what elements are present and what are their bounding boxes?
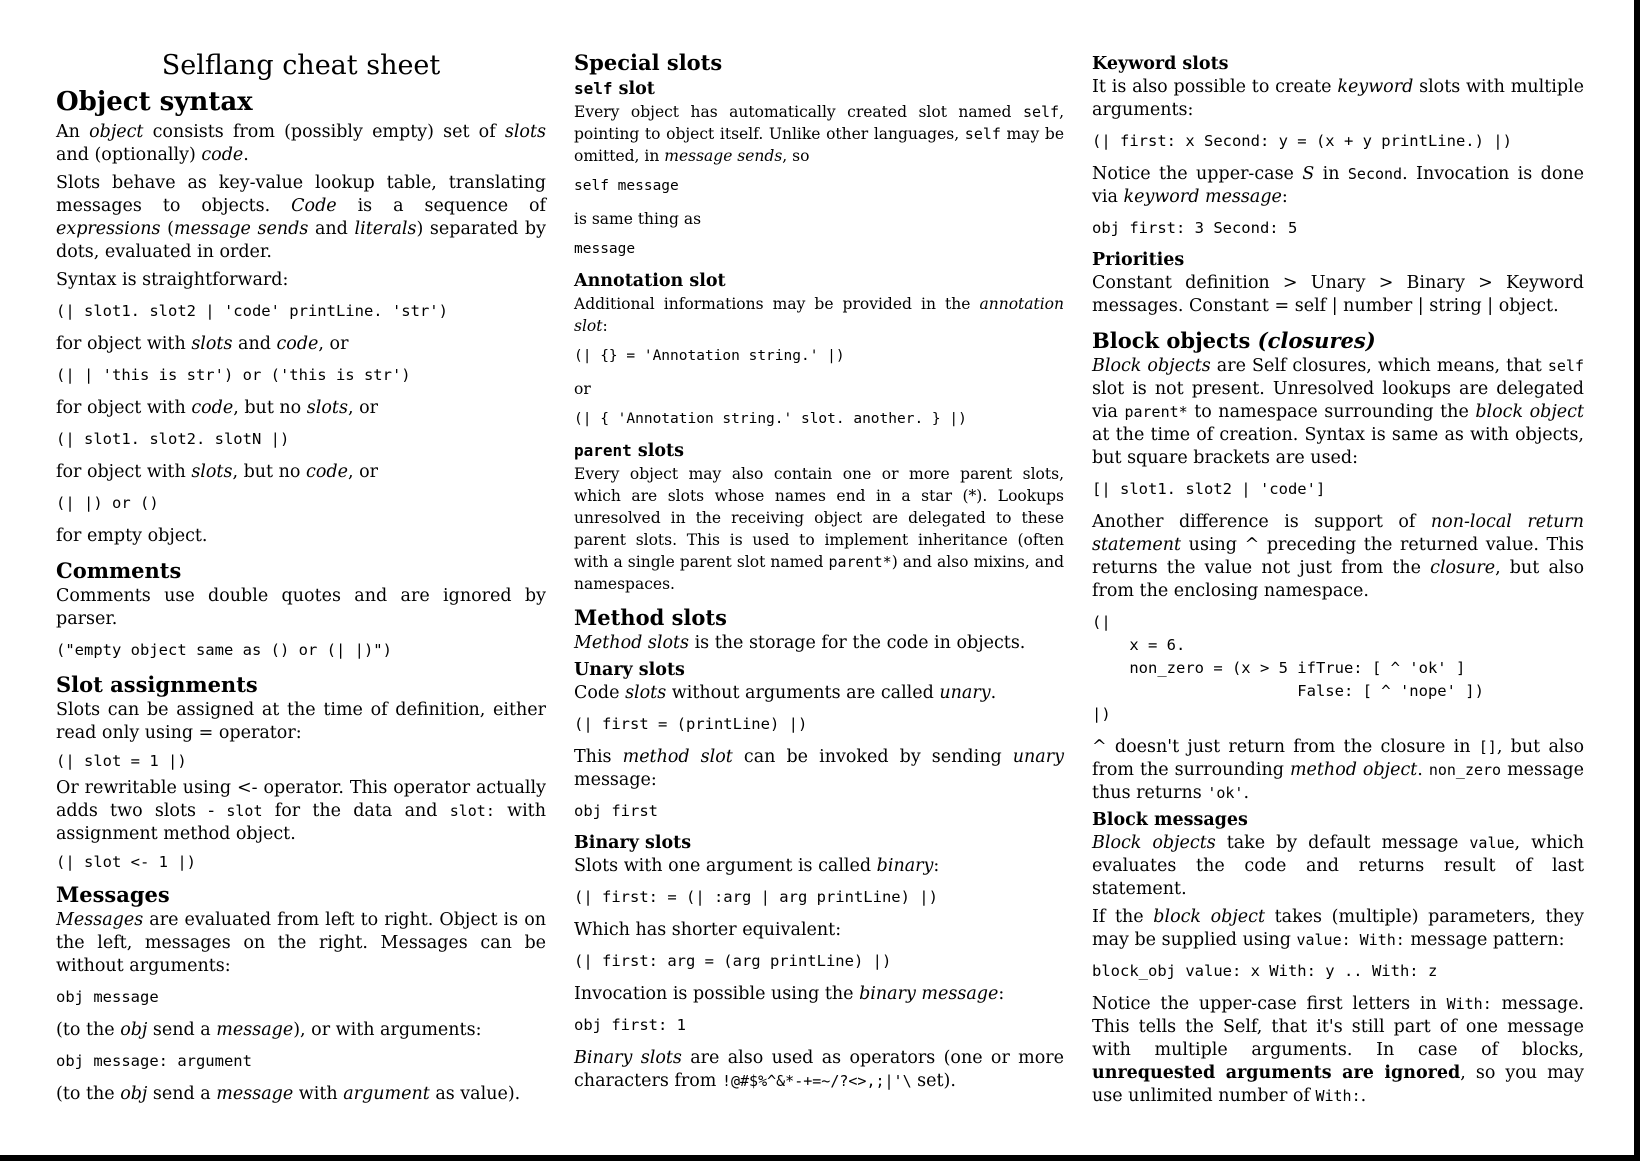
text: Slots with one argument is called [574,856,877,876]
text: take by default message [1215,833,1470,853]
text: slots [625,683,667,703]
code-example: (| slot1. slot2. slotN |) [56,430,290,448]
text: may be omitted, in [574,125,1064,165]
code-example: (| slot <- 1 |) [56,853,196,871]
text: Another difference is support of [1092,512,1431,532]
text: : [602,317,608,335]
text: using ^ preceding the returned value. This returns the value not just from the [1092,535,1584,578]
inline-code: value: With: [1296,931,1405,949]
code-example: obj message [56,988,159,1006]
text: : [998,984,1005,1004]
text: is the storage for the code in objects. [689,633,1026,653]
text: Notice the upper-case first letters in [1092,994,1447,1014]
inline-code: slot: [449,802,495,820]
text: message: [574,770,657,790]
block-messages-paragraph-2 [1092,906,1584,952]
self-slot-heading [574,79,1064,99]
binary-paragraph-4 [574,1047,1064,1093]
code-example: (| slot1. slot2 | 'code' printLine. 'str') [56,302,448,320]
text: It is also possible to create [1092,77,1338,97]
inline-code: non_zero [1428,761,1502,779]
inline-code: value [1469,834,1515,852]
text: can be invoked by sending [732,747,1013,767]
code-example: ("empty object same as () or (| |)") [56,641,392,659]
unary-paragraph-2 [574,746,1064,792]
text: Every object has automatically created slot named [574,103,1023,121]
code-example: (| x = 6. non_zero = (x > 5 ifTrue: [ ^ 'ok' ] False: [ ^ 'nope' ]) |) [1092,613,1484,723]
binary-paragraph-2: Which has shorter equivalent: [574,920,842,940]
text: message sends [664,147,783,165]
text: with assignment method object. [56,801,546,844]
page-title: Selflang cheat sheet [161,50,441,81]
inline-code: !@#$%^&*-+=~/?<>,;|'\ [721,1072,912,1090]
text: set). [911,1071,956,1091]
text: Invocation is possible using the [574,984,860,1004]
text: keyword message [1123,187,1282,207]
text: Block objects [1092,833,1216,853]
text: This [574,747,623,767]
text: Block objects [1092,356,1211,376]
code-example: [| slot1. slot2 | 'code'] [1092,480,1326,498]
code-example: (| { 'Annotation string.' slot. another. } |) [574,411,967,427]
text: closure [1430,558,1496,578]
annotation-slot-heading: Annotation slot [574,271,726,291]
code-example: (| slot = 1 |) [56,752,187,770]
or-text: or [574,380,591,398]
method-slots-paragraph [574,632,1064,655]
text: Additional informations may be provided in the [574,295,980,313]
text: ) and also mixins, and namespaces. [574,553,1064,593]
block-messages-paragraph-3 [1092,993,1584,1108]
text: method object [1289,760,1418,780]
inline-code: self [574,79,613,98]
text: Notice the upper-case [1092,164,1303,184]
text: If the [1092,907,1154,927]
comments-heading: Comments [56,558,182,583]
text: annotation slot [574,295,1064,335]
text: for the data and [262,801,450,821]
column-middle [574,46,1064,1098]
messages-paragraph-1: Messages are evaluated from left to right. Object is on the left, messages on the right. Messages can be without arguments: [56,910,546,976]
text: , which evaluates the code and returns result of last statement. [1092,833,1585,899]
same-thing-text: is same thing as [574,210,702,228]
text: without arguments are called [666,683,940,703]
text: slot [612,79,655,99]
text: unary [939,683,991,703]
text: (closures) [1257,328,1376,353]
text: are Self closures, which means, that [1210,356,1548,376]
text: slots [631,441,684,461]
text: Every object may also contain one or more parent slots, which are slots whose names end in a star (*). Lookups unresolved in the receiving object are delegated to these parent slots. This is used to implement inheritance (often with a single parent slot named [574,465,1064,571]
text: . [1243,783,1250,803]
object-syntax-paragraph-4: for object with slots and code, or [56,334,349,354]
priorities-heading: Priorities [1092,250,1185,270]
column-right [1092,46,1584,1113]
text: slots with multiple arguments: [1092,77,1584,120]
inline-code: With: [1446,995,1492,1013]
text: method slot [622,747,733,767]
binary-paragraph-3 [574,983,1064,1006]
inline-code: 'ok' [1207,784,1244,802]
self-slot-paragraph [574,101,1064,167]
text: slot is not present. Unresolved lookups are delegated via [1092,379,1584,422]
text: . Invocation is done via [1092,164,1584,207]
text: Code [574,683,626,703]
block-objects-heading [1092,328,1584,353]
messages-paragraph-3: (to the obj send a message with argument as value). [56,1084,521,1104]
code-example: self message [574,178,679,194]
code-example: (| {} = 'Annotation string.' |) [574,348,845,364]
text: in [1314,164,1348,184]
text: , so you may use unlimited number of [1092,1063,1584,1106]
inline-code: Second [1347,165,1403,183]
code-example: obj first: 1 [574,1016,686,1034]
code-example: (| first: arg = (arg printLine) |) [574,952,892,970]
block-messages-heading: Block messages [1092,810,1248,830]
object-syntax-paragraph-2: Slots behave as key-value lookup table, translating messages to objects. Code is a sequence of expressions (message sends and literals) separated by dots, evaluated in order. [56,173,547,262]
text: , but also from the enclosing namespace. [1092,558,1584,601]
bold-text: unrequested arguments are ignored [1092,1063,1461,1083]
inline-code: parent* [1124,403,1188,421]
annotation-paragraph [574,293,1064,337]
inline-code: parent [574,441,632,460]
text: . [990,683,997,703]
method-slots-heading: Method slots [574,605,727,630]
text: block object [1153,907,1265,927]
text: binary message [859,984,999,1004]
object-syntax-paragraph-7: for empty object. [56,526,208,546]
code-example: obj first [574,802,658,820]
code-example: (| |) or () [56,494,159,512]
code-example: (| first: = (| :arg | arg printLine) |) [574,888,938,906]
block-paragraph-1 [1092,355,1584,470]
text: to namespace surrounding the [1187,402,1476,422]
priorities-paragraph: Constant definition > Unary > Binary > Keyword messages. Constant = self | number | string | object. [1092,273,1584,316]
slot-assignments-heading: Slot assignments [56,672,258,697]
code-example: block_obj value: x With: y .. With: z [1092,962,1438,980]
code-example: (| first: x Second: y = (x + y printLine.) |) [1092,132,1512,150]
column-left [56,46,546,1111]
inline-code: parent* [828,553,892,571]
text: : [933,856,940,876]
messages-heading: Messages [56,882,170,907]
text: at the time of creation. Syntax is same as with objects, but square brackets are used: [1092,425,1584,468]
text: unary [1012,747,1064,767]
object-syntax-paragraph-6: for object with slots, but no code, or [56,462,378,482]
object-syntax-paragraph-5: for object with code, but no slots, or [56,398,378,418]
text: message. This tells the Self, that it's still part of one message with multiple arguments. In case of blocks, [1092,994,1584,1060]
unary-paragraph-1 [574,682,1064,705]
code-example: message [574,241,636,257]
keyword-slots-heading: Keyword slots [1092,54,1229,74]
unary-slots-heading: Unary slots [574,660,685,680]
inline-code: self [964,125,1001,143]
text: Binary slots [574,1048,682,1068]
text: message thus returns [1092,760,1584,803]
code-example: obj first: 3 Second: 5 [1092,219,1298,237]
keyword-paragraph-2 [1092,163,1584,209]
text: ^ doesn't just return from the closure in [1092,737,1479,757]
block-messages-paragraph-1 [1092,832,1584,901]
parent-slots-paragraph [574,463,1064,595]
slot-assignments-paragraph-1: Slots can be assigned at the time of definition, either read only using = operator: [56,700,546,743]
comments-paragraph: Comments use double quotes and are ignored by parser. [56,586,546,629]
special-slots-heading: Special slots [574,50,723,75]
object-syntax-paragraph-1: An object consists from (possibly empty) set of slots and (optionally) code. [56,122,546,165]
text: Block objects [1092,328,1251,353]
inline-code: slot [226,802,263,820]
code-example: (| first = (printLine) |) [574,715,808,733]
object-syntax-heading: Object syntax [56,87,253,117]
code-example: obj message: argument [56,1052,252,1070]
text: : [1281,187,1288,207]
text: keyword [1337,77,1414,97]
text: block object [1475,402,1584,422]
text: non-local return statement [1092,512,1585,555]
text: , pointing to object itself. Unlike other languages, [574,103,1064,143]
binary-paragraph-1 [574,855,1064,878]
object-syntax-paragraph-3: Syntax is straightforward: [56,270,289,290]
slot-assignments-paragraph-2 [56,777,546,846]
text: , so [782,147,810,165]
inline-code: [] [1478,738,1497,756]
text: . [1417,760,1429,780]
inline-code: With: [1315,1087,1361,1105]
messages-paragraph-2: (to the obj send a message), or with arguments: [56,1020,482,1040]
text: . [1360,1086,1367,1106]
inline-code: self [1547,357,1584,375]
text: S [1302,164,1315,184]
text: takes (multiple) parameters, they may be supplied using [1092,907,1584,950]
text: binary [876,856,934,876]
block-paragraph-3 [1092,736,1584,805]
block-paragraph-2 [1092,511,1584,603]
keyword-paragraph-1 [1092,76,1584,122]
text: Or rewritable using <- operator. This operator actually adds two slots - [56,778,546,821]
code-example: (| | 'this is str') or ('this is str') [56,366,411,384]
binary-slots-heading: Binary slots [574,833,692,853]
text: Method slots [574,633,690,653]
inline-code: self [1022,103,1060,121]
parent-slots-heading [574,441,1064,461]
text: , but also from the surrounding [1092,737,1584,780]
text: are also used as operators (one or more characters from [574,1048,1064,1091]
text: message pattern: [1404,930,1565,950]
